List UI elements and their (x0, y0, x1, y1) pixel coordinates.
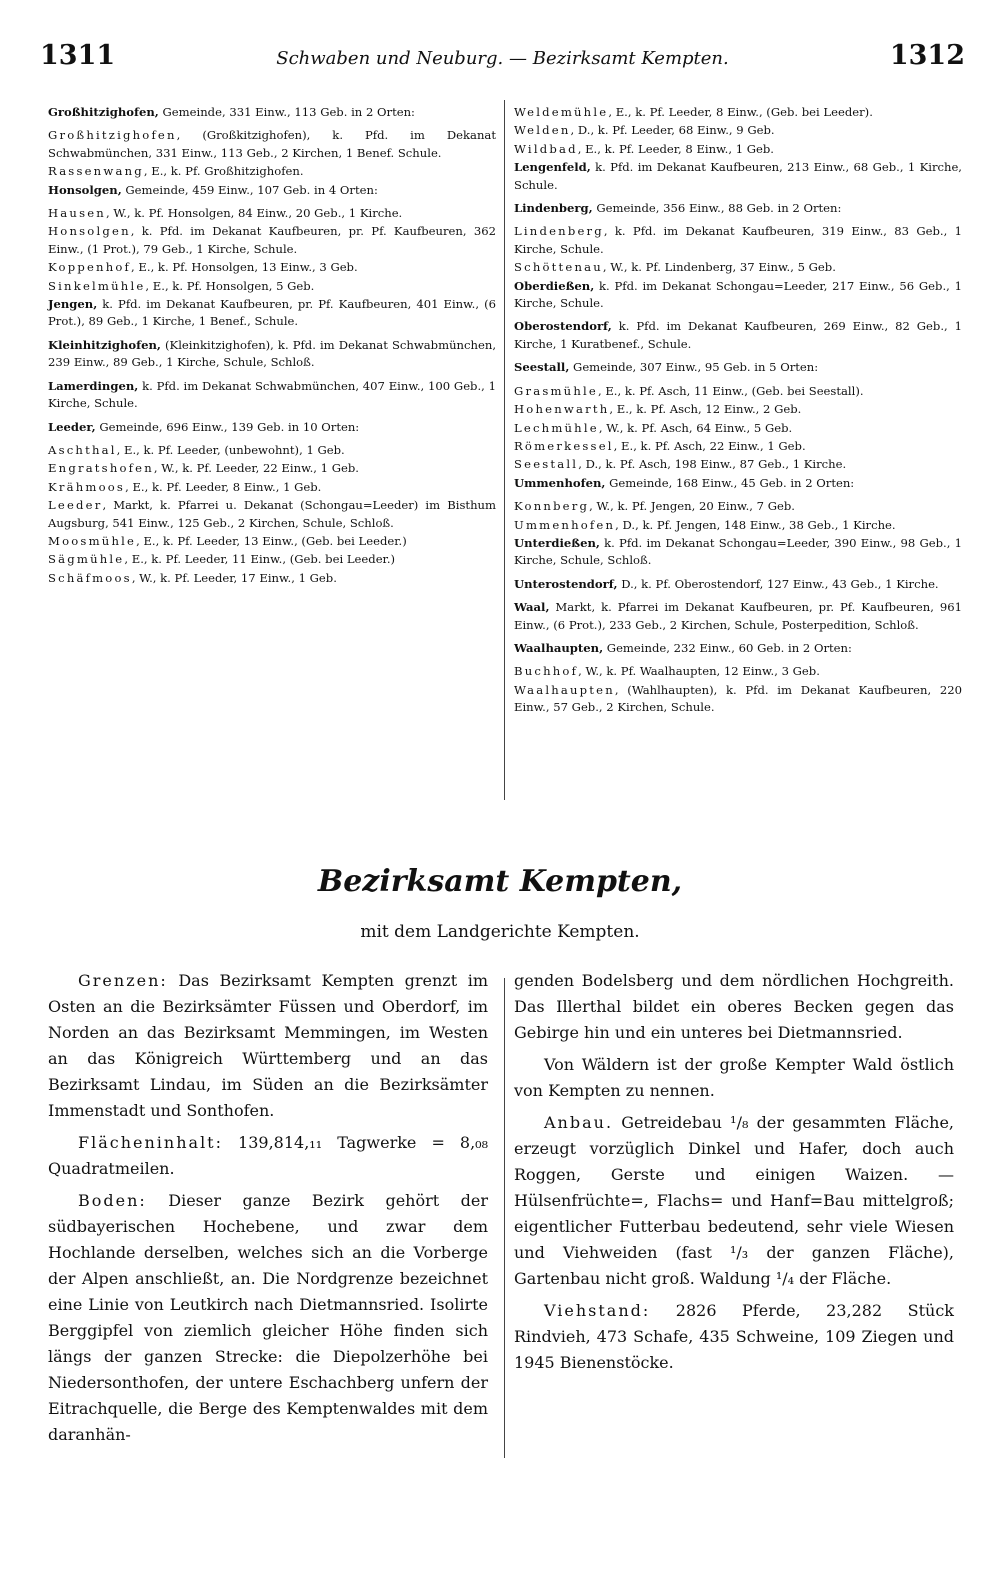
entry-heading: Waal, (514, 600, 550, 615)
entry-text: Gemeinde, 356 Einw., 88 Geb. in 2 Orten: (592, 201, 842, 216)
entry-text: , E., k. Pf. Asch, 22 Einw., 1 Geb. (613, 438, 806, 453)
entry-text: k. Pfd. im Dekanat Kaufbeuren, 269 Einw., 82 Geb., 1 Kirche, 1 Kuratbenef., Schule. (514, 319, 962, 351)
entry-place-name: Honsolgen (48, 224, 131, 239)
gazetteer-entry (514, 420, 962, 437)
prose-paragraph (514, 1052, 954, 1104)
gazetteer-entry (48, 259, 496, 276)
paragraph-lead: Grenzen: (78, 971, 168, 990)
entry-text: , W., k. Pf. Leeder, 22 Einw., 1 Geb. (153, 461, 359, 476)
prose-paragraph (48, 1188, 488, 1448)
entry-heading: Oberostendorf, (514, 319, 612, 334)
gazetteer-entry (514, 104, 962, 121)
entry-text: , (Großkitzighofen), k. Pfd. im Dekanat Schwabmünchen, 331 Einw., 113 Geb., 2 Kirchen, 1 Benef. Schule. (48, 128, 496, 160)
gazetteer-entry (514, 576, 962, 593)
entry-place-name: Schäfmoos (48, 570, 132, 585)
gazetteer-entry (48, 419, 496, 436)
entry-text: Gemeinde, 459 Einw., 107 Geb. in 4 Orten: (121, 182, 378, 197)
right-column (514, 104, 962, 718)
prose-paragraph (48, 968, 488, 1124)
entry-text: , E., k. Pf. Asch, 12 Einw., 2 Geb. (609, 402, 802, 417)
entry-place-name: Rassenwang (48, 164, 144, 179)
entry-heading: Waalhaupten, (514, 640, 604, 655)
entry-place-name: Engratshofen (48, 461, 154, 476)
paragraph-text: Getreidebau ¹/₈ der gesammten Fläche, erzeugt vorzüglich Dinkel und Hafer, doch auch Roggen, Gerste und einigen Waizen. — Hülsenfrüchte=, Flachs= und Hanf=Bau mittelgroß; eigentlicher Futterbau bedeutend, sehr viele Wiesen und Viehweiden (fast ¹/₃ der ganzen Fläche), Gartenbau nicht groß. Waldung ¹/₄ der Fläche. (514, 1113, 954, 1288)
entry-text: Gemeinde, 696 Einw., 139 Geb. in 10 Orten: (95, 419, 360, 434)
entry-place-name: Hausen (48, 206, 106, 221)
gazetteer-entry (48, 337, 496, 372)
entry-text: , W., k. Pf. Asch, 64 Einw., 5 Geb. (598, 420, 793, 435)
paragraph-text: Dieser ganze Bezirk gehört der südbayerischen Hochebene, und zwar dem Hochlande derselben, welches sich an die Vorberge der Alpen anschließt, an. Die Nordgrenze bezeichnet eine Linie von Leutkirch nach Dietmannsried. Isolirte Berggipfel von ziemlich gleicher Höhe finden sich längs der ganzen Strecke: die Diepolzerhöhe bei Niedersonthofen, der untere Eschachberg unfern der Eitrachquelle, die Berge des Kemptenwaldes mit dem daranhän- (48, 1191, 488, 1444)
entry-text: , k. Pfd. im Dekanat Kaufbeuren, 319 Einw., 83 Geb., 1 Kirche, Schule. (514, 224, 962, 256)
entry-place-name: Weldemühle (514, 105, 609, 119)
gazetteer-entry (48, 460, 496, 477)
entry-place-name: Krähmoos (48, 479, 126, 494)
entry-place-name: Seestall (514, 457, 579, 472)
gazetteer-entry (514, 278, 962, 313)
prose-column-divider (504, 978, 505, 1458)
entry-heading: Jengen, (48, 297, 98, 312)
gazetteer-entry (514, 141, 962, 158)
entry-place-name: Sägmühle (48, 552, 125, 567)
section-title: Bezirksamt Kempten, (317, 864, 683, 899)
page-number-left: 1311 (40, 40, 116, 71)
entry-text: , E., k. Pf. Leeder, 8 Einw., 1 Geb. (125, 479, 322, 494)
prose-paragraph (48, 1130, 488, 1182)
gazetteer-entry (514, 682, 962, 717)
gazetteer-entry (48, 223, 496, 258)
entry-place-name: Moosmühle (48, 533, 137, 548)
paragraph-text: Das Bezirksamt Kempten grenzt im Osten an die Bezirksämter Füssen und Oberdorf, im Norden an das Bezirksamt Memmingen, im Westen an das Königreich Württemberg und an das Bezirksamt Lindau, im Süden an die Bezirksämter Immenstadt und Sonthofen. (48, 971, 488, 1120)
entry-heading: Honsolgen, (48, 182, 122, 197)
entry-text: k. Pfd. im Dekanat Schwabmünchen, 407 Einw., 100 Geb., 1 Kirche, Schule. (48, 378, 496, 411)
paragraph-text: genden Bodelsberg und dem nördlichen Hochgreith. Das Illerthal bildet ein oberes Becken gegen das Gebirge hin und ein unteres bei Dietmannsried. (514, 971, 954, 1042)
gazetteer-entry (514, 498, 962, 515)
page-header (40, 40, 965, 76)
paragraph-text: 2826 Pferde, 23,282 Stück Rindvieh, 473 Schafe, 435 Schweine, 109 Ziegen und 1945 Bienenstöcke. (514, 1301, 954, 1372)
entry-text: , W., k. Pf. Jengen, 20 Einw., 7 Geb. (589, 499, 795, 514)
entry-text: D., k. Pf. Oberostendorf, 127 Einw., 43 Geb., 1 Kirche. (617, 576, 939, 591)
gazetteer-entry (514, 359, 962, 376)
gazetteer-entry (514, 122, 962, 139)
entry-text: , (Wahlhaupten), k. Pfd. im Dekanat Kaufbeuren, 220 Einw., 57 Geb., 2 Kirchen, Schule. (514, 682, 962, 715)
entry-text: Gemeinde, 232 Einw., 60 Geb. in 2 Orten: (603, 640, 852, 655)
gazetteer-entry (514, 401, 962, 418)
paragraph-text: Von Wäldern ist der große Kempter Wald östlich von Kempten zu nennen. (514, 1055, 954, 1100)
entry-text: k. Pfd. im Dekanat Schongau=Leeder, 217 Einw., 56 Geb., 1 Kirche, Schule. (514, 278, 962, 311)
entry-text: , E., k. Pf. Großhitzighofen. (143, 164, 304, 179)
running-title: Schwaben und Neuburg. — Bezirksamt Kempten. (276, 48, 729, 69)
entry-text: (Kleinkitzighofen), k. Pfd. im Dekanat Schwabmünchen, 239 Einw., 89 Geb., 1 Kirche, Schule, Schloß. (48, 337, 496, 370)
paragraph-lead: Viehstand: (544, 1301, 651, 1320)
gazetteer-entry (48, 278, 496, 295)
paragraph-lead: Anbau. (544, 1113, 614, 1132)
entry-place-name: Ummenhofen (514, 517, 616, 532)
entry-heading: Oberdießen, (514, 278, 595, 293)
prose-paragraph (514, 968, 954, 1046)
gazetteer-entry (514, 535, 962, 570)
gazetteer-entry (48, 442, 496, 459)
gazetteer-entry (48, 127, 496, 162)
entry-heading: Großhitzighofen, (48, 105, 159, 119)
prose-paragraph (514, 1110, 954, 1292)
gazetteer-entry (514, 383, 962, 400)
gazetteer-entry (48, 182, 496, 199)
entry-place-name: Römerkessel (514, 438, 614, 453)
gazetteer-entry (48, 296, 496, 331)
entry-heading: Lamerdingen, (48, 378, 139, 393)
gazetteer-entry (514, 599, 962, 634)
entry-text: Markt, k. Pfarrei im Dekanat Kaufbeuren, pr. Pf. Kaufbeuren, 961 Einw., (6 Prot.), 233 Geb., 2 Kirchen, Schule, Posterpedition, Schloß. (514, 600, 962, 632)
entry-place-name: Sinkelmühle (48, 278, 146, 293)
gazetteer-entry (514, 517, 962, 534)
entry-text: , D., k. Pf. Asch, 198 Einw., 87 Geb., 1 Kirche. (578, 457, 847, 472)
gazetteer-entry (514, 200, 962, 217)
entry-heading: Lengenfeld, (514, 160, 591, 175)
entry-text: , Markt, k. Pfarrei u. Dekanat (Schongau=Leeder) im Bisthum Augsburg, 541 Einw., 125 Geb., 2 Kirchen, Schule, Schloß. (48, 498, 496, 530)
gazetteer-entry (48, 497, 496, 532)
prose-left-column (48, 968, 488, 1454)
gazetteer-entry (48, 570, 496, 587)
entry-text: , W., k. Pf. Lindenberg, 37 Einw., 5 Geb. (602, 260, 836, 275)
column-divider (504, 100, 505, 800)
section-subtitle: mit dem Landgerichte Kempten. (360, 922, 640, 942)
gazetteer-entry (514, 223, 962, 258)
entry-place-name: Koppenhof (48, 260, 132, 275)
gazetteer-entry (48, 533, 496, 550)
gazetteer-entry (48, 551, 496, 568)
entry-heading: Unterdießen, (514, 535, 600, 550)
gazetteer-entry (48, 205, 496, 222)
entry-place-name: Leeder (48, 498, 103, 513)
entry-text: , E., k. Pf. Leeder, 8 Einw., 1 Geb. (577, 141, 774, 156)
entry-place-name: Grasmühle (514, 383, 598, 398)
entry-text: Gemeinde, 307 Einw., 95 Geb. in 5 Orten: (569, 360, 819, 375)
prose-paragraph (514, 1298, 954, 1376)
paragraph-lead: Boden: (78, 1191, 147, 1210)
gazetteer-entry (48, 479, 496, 496)
entry-text: , E., k. Pf. Leeder, (unbewohnt), 1 Geb. (116, 442, 345, 457)
entry-heading: Lindenberg, (514, 201, 593, 216)
entry-place-name: Großhitzighofen (48, 128, 177, 143)
gazetteer-entry (514, 318, 962, 353)
entry-text: , E., k. Pf. Honsolgen, 13 Einw., 3 Geb. (131, 260, 358, 275)
entry-text: Gemeinde, 168 Einw., 45 Geb. in 2 Orten: (605, 475, 855, 490)
gazetteer-entry (514, 663, 962, 680)
entry-place-name: Hohenwarth (514, 402, 610, 417)
gazetteer-entry (514, 159, 962, 194)
entry-place-name: Konnberg (514, 499, 590, 514)
gazetteer-entry (514, 475, 962, 492)
entry-text: , E., k. Pf. Leeder, 8 Einw., (Geb. bei Leeder). (608, 105, 873, 119)
entry-heading: Kleinhitzighofen, (48, 337, 161, 352)
entry-text: , W., k. Pf. Honsolgen, 84 Einw., 20 Geb., 1 Kirche. (105, 206, 403, 221)
entry-text: k. Pfd. im Dekanat Kaufbeuren, 213 Einw., 68 Geb., 1 Kirche, Schule. (514, 160, 962, 192)
paragraph-lead: Flächeninhalt: (78, 1133, 223, 1152)
entry-heading: Leeder, (48, 419, 96, 434)
entry-place-name: Aschthal (48, 442, 117, 457)
entry-text: , W., k. Pf. Leeder, 17 Einw., 1 Geb. (131, 570, 337, 585)
left-column (48, 104, 496, 588)
entry-place-name: Wildbad (514, 141, 578, 156)
entry-place-name: Schöttenau (514, 260, 603, 275)
gazetteer-entry (514, 456, 962, 473)
gazetteer-entry (48, 163, 496, 180)
entry-place-name: Lindenberg (514, 224, 604, 239)
entry-text: , k. Pfd. im Dekanat Kaufbeuren, pr. Pf. Kaufbeuren, 362 Einw., (1 Prot.), 79 Geb., 1 Kirche, Schule. (48, 224, 496, 256)
gazetteer-entry (514, 259, 962, 276)
gazetteer-entry (514, 640, 962, 657)
entry-text: , D., k. Pf. Jengen, 148 Einw., 38 Geb., 1 Kirche. (615, 517, 896, 532)
gazetteer-entry (48, 104, 496, 121)
gazetteer-entry (48, 378, 496, 413)
paragraph-text: 139,814,₁₁ Tagwerke = 8,₀₈ Quadratmeilen. (48, 1133, 488, 1178)
prose-right-column (514, 968, 954, 1382)
gazetteer-entry (514, 438, 962, 455)
entry-place-name: Welden (514, 123, 571, 138)
entry-place-name: Waalhaupten (514, 682, 615, 697)
entry-text: , E., k. Pf. Asch, 11 Einw., (Geb. bei Seestall). (597, 383, 864, 398)
entry-text: , W., k. Pf. Waalhaupten, 12 Einw., 3 Geb. (578, 664, 820, 679)
entry-place-name: Lechmühle (514, 420, 599, 435)
entry-text: Gemeinde, 331 Einw., 113 Geb. in 2 Orten: (158, 105, 415, 119)
entry-heading: Seestall, (514, 360, 570, 375)
entry-text: k. Pfd. im Dekanat Kaufbeuren, pr. Pf. Kaufbeuren, 401 Einw., (6 Prot.), 89 Geb., 1 Kirche, 1 Benef., Schule. (48, 297, 496, 329)
entry-text: , E., k. Pf. Leeder, 13 Einw., (Geb. bei Leeder.) (136, 533, 407, 548)
entry-heading: Ummenhofen, (514, 475, 606, 490)
entry-text: k. Pfd. im Dekanat Schongau=Leeder, 390 Einw., 98 Geb., 1 Kirche, Schule, Schloß. (514, 535, 962, 568)
entry-place-name: Buchhof (514, 664, 579, 679)
entry-text: , E., k. Pf. Honsolgen, 5 Geb. (145, 278, 315, 293)
entry-heading: Unterostendorf, (514, 576, 618, 591)
entry-text: , D., k. Pf. Leeder, 68 Einw., 9 Geb. (570, 123, 775, 138)
page-number-right: 1312 (889, 40, 965, 71)
entry-text: , E., k. Pf. Leeder, 11 Einw., (Geb. bei Leeder.) (124, 552, 396, 567)
